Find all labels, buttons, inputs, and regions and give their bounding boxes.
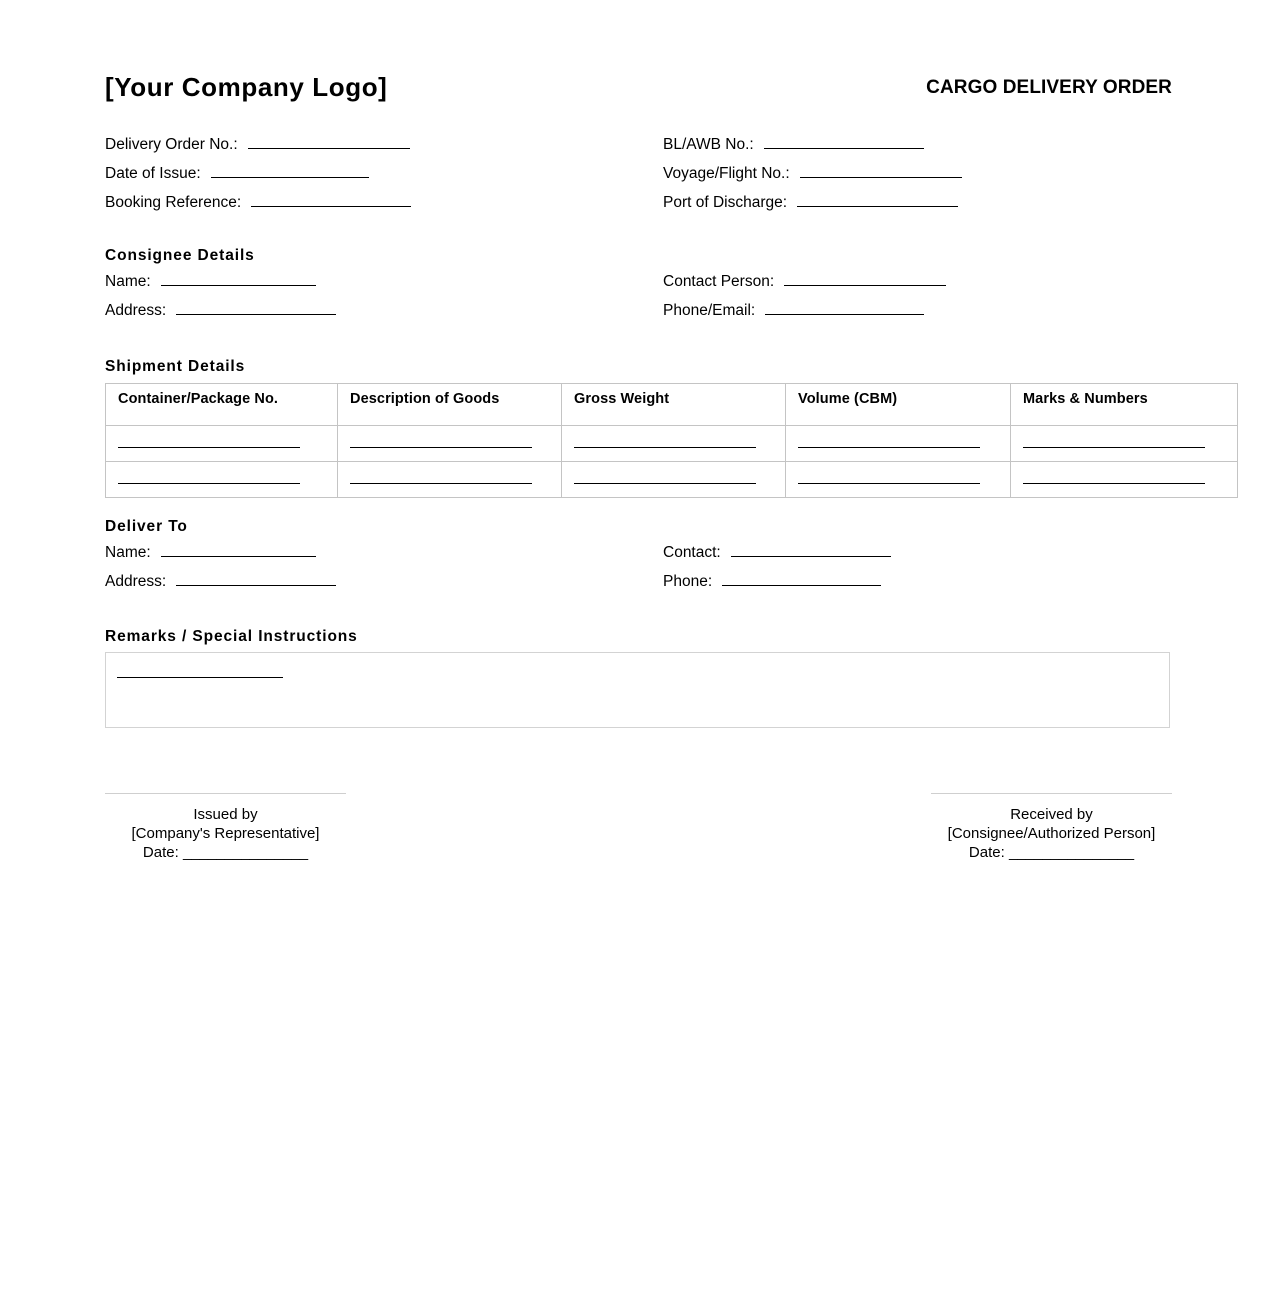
issued-by-role: Issued by bbox=[193, 806, 258, 823]
field-label: Contact Person: bbox=[663, 273, 775, 290]
field-label: Address: bbox=[105, 573, 167, 590]
field-port-of-discharge[interactable] bbox=[663, 193, 958, 213]
field-voyage-flight-no[interactable] bbox=[663, 164, 962, 184]
field-date-of-issue[interactable] bbox=[105, 164, 369, 184]
field-deliver-to-phone[interactable] bbox=[663, 572, 881, 592]
column-header-container-package-no: Container/Package No. bbox=[106, 384, 338, 426]
consignee-phone-email-input[interactable] bbox=[765, 302, 924, 315]
consignee-name-input[interactable] bbox=[161, 273, 316, 286]
field-label: Voyage/Flight No.: bbox=[663, 165, 790, 182]
booking-reference-input[interactable] bbox=[251, 194, 411, 207]
table-row bbox=[106, 462, 1238, 498]
field-label: Name: bbox=[105, 544, 151, 561]
row2-marks-numbers-input[interactable] bbox=[1023, 462, 1205, 484]
field-consignee-address[interactable] bbox=[105, 301, 336, 321]
column-header-description-of-goods: Description of Goods bbox=[338, 384, 562, 426]
field-consignee-phone-email[interactable] bbox=[663, 301, 924, 321]
remarks-textarea[interactable] bbox=[105, 652, 1170, 728]
row2-container-package-no-input[interactable] bbox=[118, 462, 300, 484]
bl-awb-no-input[interactable] bbox=[764, 136, 924, 149]
page-title: CARGO DELIVERY ORDER bbox=[926, 77, 1172, 98]
table-row bbox=[106, 426, 1238, 462]
field-label: Address: bbox=[105, 302, 167, 319]
cell-gross-weight[interactable] bbox=[562, 426, 786, 462]
signature-block-received-by bbox=[931, 793, 1172, 862]
field-consignee-name[interactable] bbox=[105, 272, 316, 292]
row1-description-of-goods-input[interactable] bbox=[350, 426, 532, 448]
deliver-to-name-input[interactable] bbox=[161, 544, 316, 557]
row2-volume-cbm-input[interactable] bbox=[798, 462, 980, 484]
field-deliver-to-contact[interactable] bbox=[663, 543, 891, 563]
issued-by-date[interactable]: Date: _______________ bbox=[142, 844, 309, 861]
field-label: Delivery Order No.: bbox=[105, 136, 238, 153]
cell-marks-numbers[interactable] bbox=[1011, 426, 1238, 462]
field-label: Port of Discharge: bbox=[663, 194, 788, 211]
row1-container-package-no-input[interactable] bbox=[118, 426, 300, 448]
cell-marks-numbers[interactable] bbox=[1011, 462, 1238, 498]
cell-container-package-no[interactable] bbox=[106, 426, 338, 462]
date-of-issue-input[interactable] bbox=[211, 165, 369, 178]
voyage-flight-no-input[interactable] bbox=[800, 165, 962, 178]
received-by-party: [Consignee/Authorized Person] bbox=[947, 825, 1156, 842]
field-consignee-contact-person[interactable] bbox=[663, 272, 946, 292]
row1-gross-weight-input[interactable] bbox=[574, 426, 756, 448]
row1-volume-cbm-input[interactable] bbox=[798, 426, 980, 448]
signature-rule bbox=[105, 793, 346, 794]
cell-volume-cbm[interactable] bbox=[786, 462, 1011, 498]
cell-gross-weight[interactable] bbox=[562, 462, 786, 498]
field-label: Phone/Email: bbox=[663, 302, 756, 319]
section-heading-remarks: Remarks / Special Instructions bbox=[105, 628, 358, 645]
field-label: Date of Issue: bbox=[105, 165, 201, 182]
field-deliver-to-address[interactable] bbox=[105, 572, 336, 592]
signature-rule bbox=[931, 793, 1172, 794]
section-heading-consignee-details: Consignee Details bbox=[105, 247, 255, 264]
field-label: Name: bbox=[105, 273, 151, 290]
remarks-input[interactable] bbox=[117, 663, 283, 678]
field-deliver-to-name[interactable] bbox=[105, 543, 316, 563]
field-label: BL/AWB No.: bbox=[663, 136, 754, 153]
row2-gross-weight-input[interactable] bbox=[574, 462, 756, 484]
received-by-role: Received by bbox=[1010, 806, 1093, 823]
deliver-to-phone-input[interactable] bbox=[722, 573, 881, 586]
field-label: Booking Reference: bbox=[105, 194, 242, 211]
field-label: Contact: bbox=[663, 544, 721, 561]
received-by-date[interactable]: Date: _______________ bbox=[968, 844, 1135, 861]
cell-container-package-no[interactable] bbox=[106, 462, 338, 498]
deliver-to-contact-input[interactable] bbox=[731, 544, 891, 557]
field-booking-reference[interactable] bbox=[105, 193, 411, 213]
section-heading-shipment-details: Shipment Details bbox=[105, 358, 246, 375]
row1-marks-numbers-input[interactable] bbox=[1023, 426, 1205, 448]
row2-description-of-goods-input[interactable] bbox=[350, 462, 532, 484]
signature-block-issued-by bbox=[105, 793, 346, 862]
consignee-address-input[interactable] bbox=[176, 302, 336, 315]
cell-description-of-goods[interactable] bbox=[338, 426, 562, 462]
consignee-contact-person-input[interactable] bbox=[784, 273, 946, 286]
column-header-marks-numbers: Marks & Numbers bbox=[1011, 384, 1238, 426]
company-logo-placeholder: [Your Company Logo] bbox=[105, 72, 388, 102]
field-label: Phone: bbox=[663, 573, 713, 590]
shipment-details-table bbox=[105, 383, 1238, 498]
deliver-to-address-input[interactable] bbox=[176, 573, 336, 586]
cell-description-of-goods[interactable] bbox=[338, 462, 562, 498]
issued-by-party: [Company's Representative] bbox=[131, 825, 320, 842]
column-header-gross-weight: Gross Weight bbox=[562, 384, 786, 426]
document-header bbox=[105, 70, 1172, 110]
port-of-discharge-input[interactable] bbox=[797, 194, 958, 207]
delivery-order-no-input[interactable] bbox=[248, 136, 410, 149]
section-heading-deliver-to: Deliver To bbox=[105, 518, 188, 535]
cell-volume-cbm[interactable] bbox=[786, 426, 1011, 462]
table-header-row bbox=[106, 384, 1238, 426]
field-delivery-order-no[interactable] bbox=[105, 135, 410, 155]
field-bl-awb-no[interactable] bbox=[663, 135, 924, 155]
column-header-volume-cbm: Volume (CBM) bbox=[786, 384, 1011, 426]
